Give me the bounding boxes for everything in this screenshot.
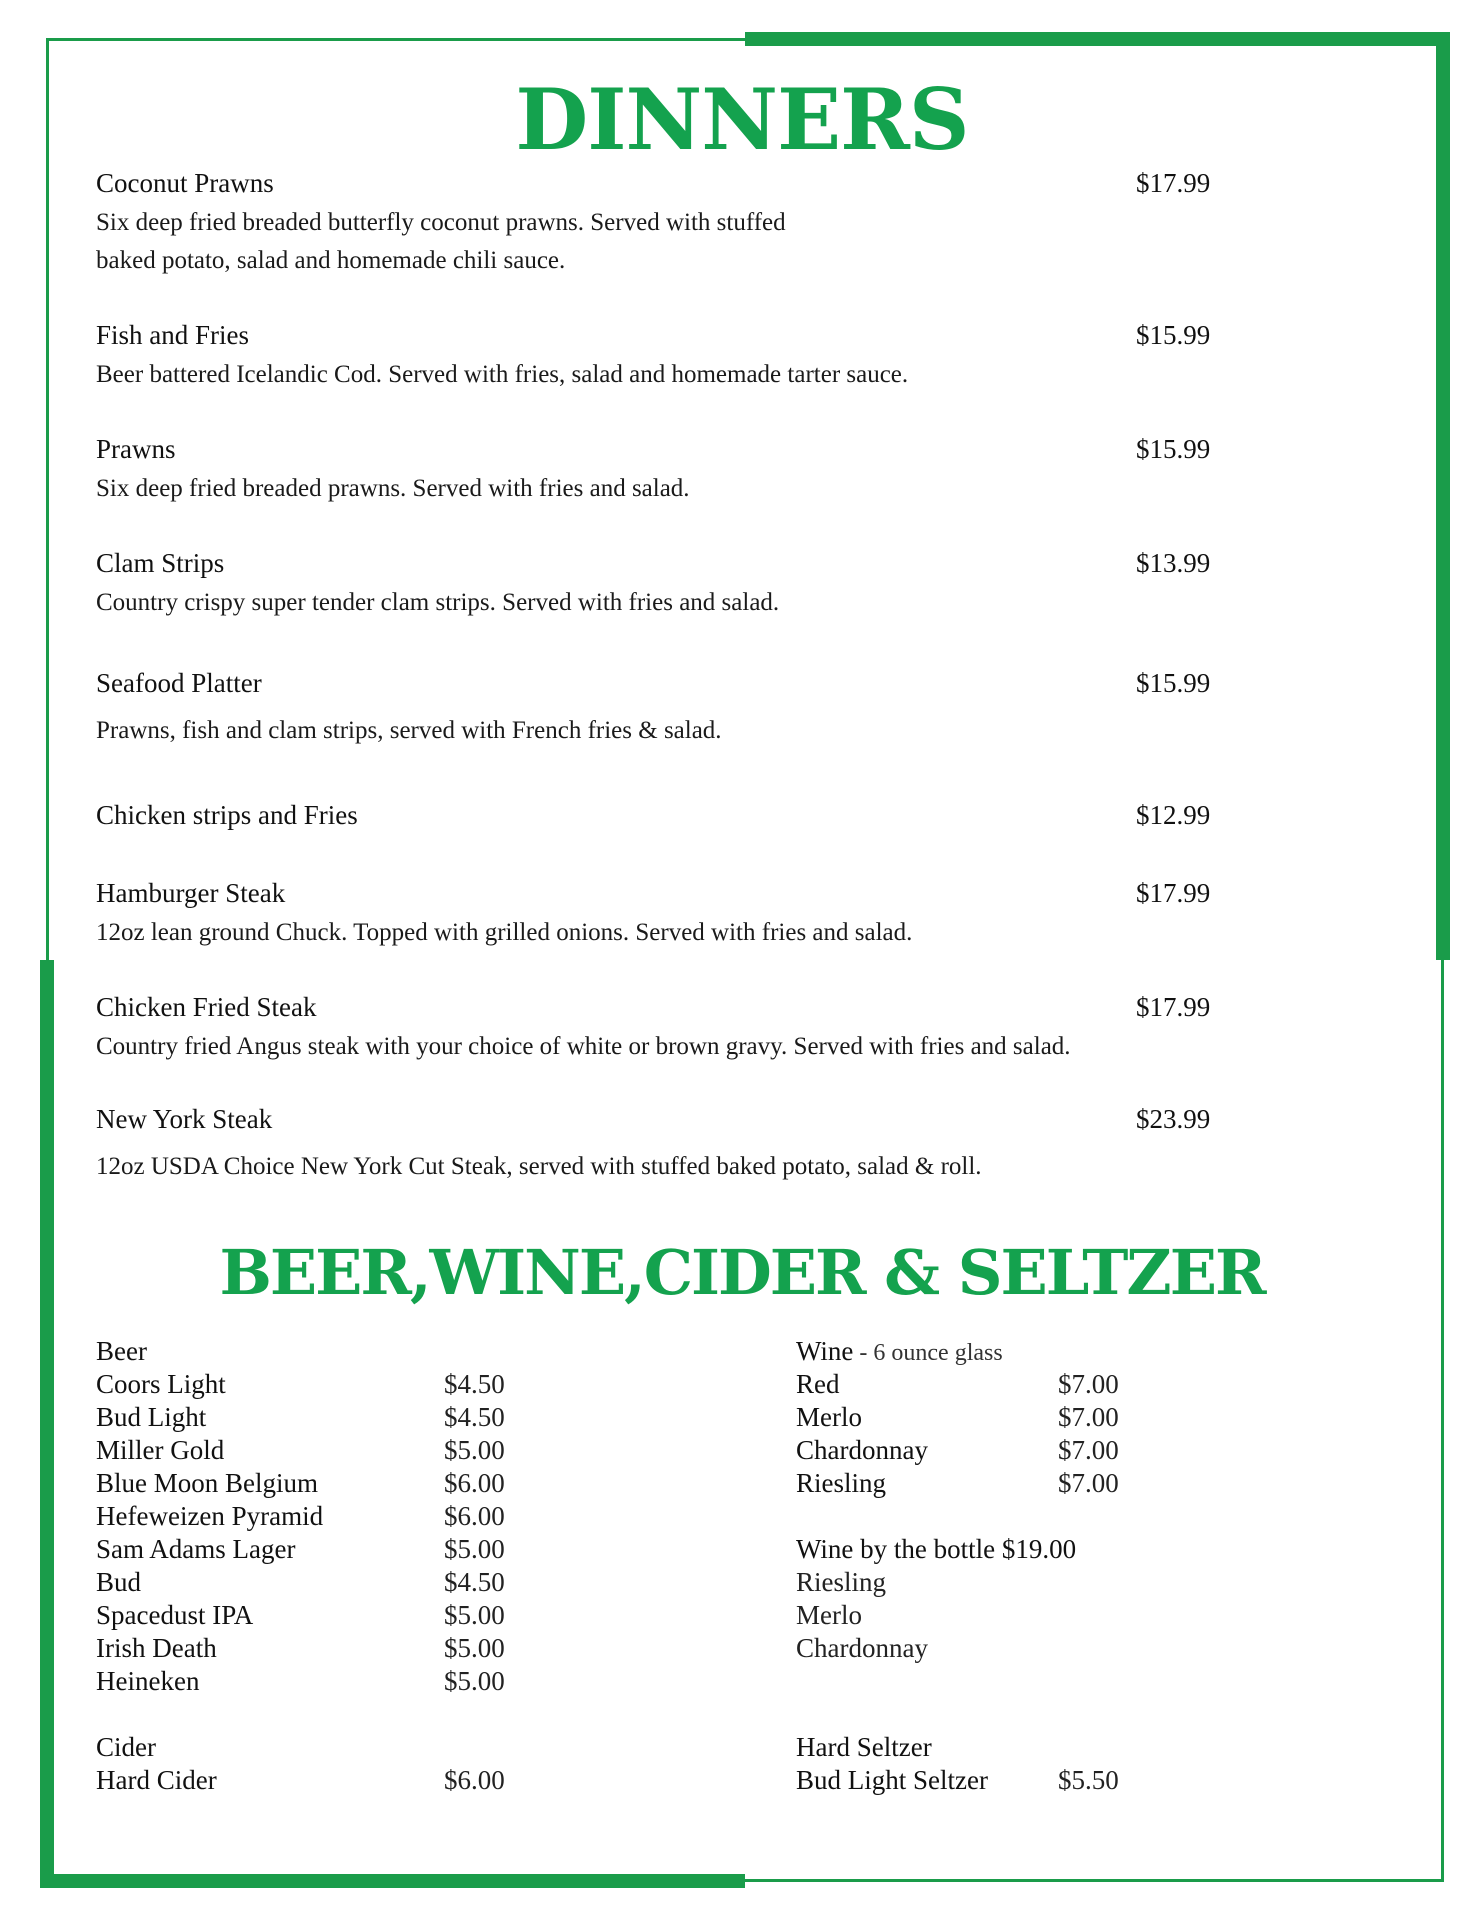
dinner-item-name: Hamburger Steak	[96, 878, 286, 908]
cider-heading: Cider	[96, 1732, 156, 1762]
dinner-item-header	[96, 1104, 1226, 1140]
drink-row	[96, 1501, 616, 1534]
wine-list	[796, 1369, 1356, 1501]
beer-cider-column	[96, 1336, 616, 1798]
drink-name: Red	[796, 1369, 840, 1399]
dinner-item-name: Fish and Fries	[96, 320, 250, 350]
dinner-item-header	[96, 992, 1226, 1028]
dinner-item-header	[96, 668, 1226, 704]
drink-row	[96, 1534, 616, 1567]
wine-heading: Wine	[796, 1336, 854, 1366]
dinner-item-description: Six deep fried breaded butterfly coconut prawns. Served with stuffed baked potato, salad and homemade chili sauce.	[96, 209, 786, 274]
drink-row	[796, 1369, 1356, 1402]
drink-row	[96, 1600, 616, 1633]
drink-name: Irish Death	[96, 1633, 217, 1663]
dinner-item-name: Prawns	[96, 434, 176, 464]
wine-bottle-name: Riesling	[796, 1567, 887, 1597]
dinner-item-name: Clam Strips	[96, 548, 225, 578]
drinks-heading: BEER,WINE,CIDER & SELTZER	[219, 1236, 1265, 1309]
dinner-item	[96, 668, 1226, 750]
drink-price: $4.50	[444, 1402, 505, 1432]
dinner-item	[96, 548, 1226, 622]
dinner-item-name: Coconut Prawns	[96, 168, 274, 198]
wine-bottle-name: Chardonnay	[796, 1633, 928, 1663]
dinner-item	[96, 992, 1226, 1066]
dinner-item-header	[96, 878, 1226, 914]
beer-heading-row	[96, 1336, 616, 1369]
drink-name: Blue Moon Belgium	[96, 1468, 318, 1498]
cider-heading-row	[96, 1732, 616, 1765]
drink-name: Bud Light	[96, 1402, 207, 1432]
drink-name: Bud	[96, 1567, 142, 1597]
dinner-item	[96, 1104, 1226, 1186]
drink-row	[796, 1765, 1356, 1798]
dinner-item-price: $15.99	[1136, 434, 1211, 464]
dinner-item-price: $23.99	[1136, 1104, 1211, 1134]
dinner-item-header	[96, 434, 1226, 470]
dinner-item-description: Prawns, fish and clam strips, served with French fries & salad.	[96, 717, 722, 744]
drink-price: $6.00	[444, 1468, 505, 1498]
wine-bottle-list	[796, 1567, 1356, 1666]
drink-name: Merlo	[796, 1402, 862, 1432]
dinner-item-description: Country crispy super tender clam strips. Served with fries and salad.	[96, 589, 780, 616]
dinner-item	[96, 320, 1226, 394]
dinner-item-price: $15.99	[1136, 320, 1211, 350]
dinner-item-description: Six deep fried breaded prawns. Served with fries and salad.	[96, 475, 690, 502]
drink-row	[796, 1402, 1356, 1435]
wine-seltzer-column	[796, 1336, 1356, 1798]
dinner-item-price: $13.99	[1136, 548, 1211, 578]
drink-row	[796, 1435, 1356, 1468]
dinner-item-header	[96, 168, 1226, 204]
drink-row	[96, 1567, 616, 1600]
dinner-item-description: 12oz USDA Choice New York Cut Steak, served with stuffed baked potato, salad & roll.	[96, 1153, 982, 1180]
drink-name: Chardonnay	[796, 1435, 928, 1465]
drink-price: $5.00	[444, 1666, 505, 1696]
drink-row	[96, 1435, 616, 1468]
drink-price: $7.00	[1058, 1369, 1119, 1399]
drink-row	[96, 1468, 616, 1501]
drink-name: Hard Cider	[96, 1765, 217, 1795]
wine-note: - 6 ounce glass	[853, 1340, 1003, 1366]
wine-heading-group	[796, 1336, 1003, 1367]
dinner-item-description: Beer battered Icelandic Cod. Served with fries, salad and homemade tarter sauce.	[96, 361, 909, 388]
wine-bottle-row	[796, 1633, 1356, 1666]
drink-row	[96, 1369, 616, 1402]
drink-name: Miller Gold	[96, 1435, 225, 1465]
drink-price: $5.50	[1058, 1765, 1119, 1795]
drink-price: $4.50	[444, 1567, 505, 1597]
dinner-item-price: $17.99	[1136, 168, 1211, 198]
dinner-item-price: $12.99	[1136, 800, 1211, 830]
drink-row	[96, 1765, 616, 1798]
drink-name: Heineken	[96, 1666, 200, 1696]
drink-name: Sam Adams Lager	[96, 1534, 296, 1564]
drink-price: $5.00	[444, 1600, 505, 1630]
dinner-item-header	[96, 320, 1226, 356]
drink-price: $6.00	[444, 1765, 505, 1795]
beer-list	[96, 1369, 616, 1699]
seltzer-heading-row	[796, 1732, 1356, 1765]
dinner-item-name: Chicken Fried Steak	[96, 992, 317, 1022]
wine-bottle-row	[796, 1567, 1356, 1600]
drink-row	[96, 1633, 616, 1666]
drink-name: Bud Light Seltzer	[796, 1765, 988, 1795]
cider-list	[96, 1765, 616, 1798]
dinner-item-price: $17.99	[1136, 878, 1211, 908]
dinner-item	[96, 878, 1226, 952]
drink-price: $7.00	[1058, 1435, 1119, 1465]
dinner-item-price: $17.99	[1136, 992, 1211, 1022]
dinner-item-header	[96, 800, 1226, 836]
wine-bottle-heading-row	[796, 1534, 1356, 1567]
drink-name: Riesling	[796, 1468, 887, 1498]
dinner-item-description: Country fried Angus steak with your choice of white or brown gravy. Served with fries and salad.	[96, 1033, 1071, 1060]
dinner-item-price: $15.99	[1136, 668, 1211, 698]
drink-price: $5.00	[444, 1633, 505, 1663]
dinner-item	[96, 168, 1226, 280]
drink-row	[96, 1402, 616, 1435]
drink-price: $7.00	[1058, 1468, 1119, 1498]
dinner-item-name: Chicken strips and Fries	[96, 800, 358, 830]
drink-price: $6.00	[444, 1501, 505, 1531]
dinners-heading: DINNERS	[515, 70, 969, 169]
dinner-item	[96, 800, 1226, 836]
wine-bottle-heading: Wine by the bottle $19.00	[796, 1534, 1077, 1564]
wine-heading-row	[796, 1336, 1356, 1369]
dinner-item-name: Seafood Platter	[96, 668, 262, 698]
beer-heading: Beer	[96, 1336, 147, 1366]
drink-name: Spacedust IPA	[96, 1600, 254, 1630]
dinner-item-description: 12oz lean ground Chuck. Topped with grilled onions. Served with fries and salad.	[96, 919, 913, 946]
seltzer-list	[796, 1765, 1356, 1798]
dinner-item-name: New York Steak	[96, 1104, 273, 1134]
drink-row	[96, 1666, 616, 1699]
seltzer-heading: Hard Seltzer	[796, 1732, 932, 1762]
wine-bottle-name: Merlo	[796, 1600, 862, 1630]
dinner-item	[96, 434, 1226, 508]
drink-name: Hefeweizen Pyramid	[96, 1501, 324, 1531]
drink-price: $4.50	[444, 1369, 505, 1399]
wine-bottle-row	[796, 1600, 1356, 1633]
dinner-item-header	[96, 548, 1226, 584]
drink-price: $7.00	[1058, 1402, 1119, 1432]
drink-row	[796, 1468, 1356, 1501]
drink-price: $5.00	[444, 1435, 505, 1465]
drink-name: Coors Light	[96, 1369, 226, 1399]
drink-price: $5.00	[444, 1534, 505, 1564]
